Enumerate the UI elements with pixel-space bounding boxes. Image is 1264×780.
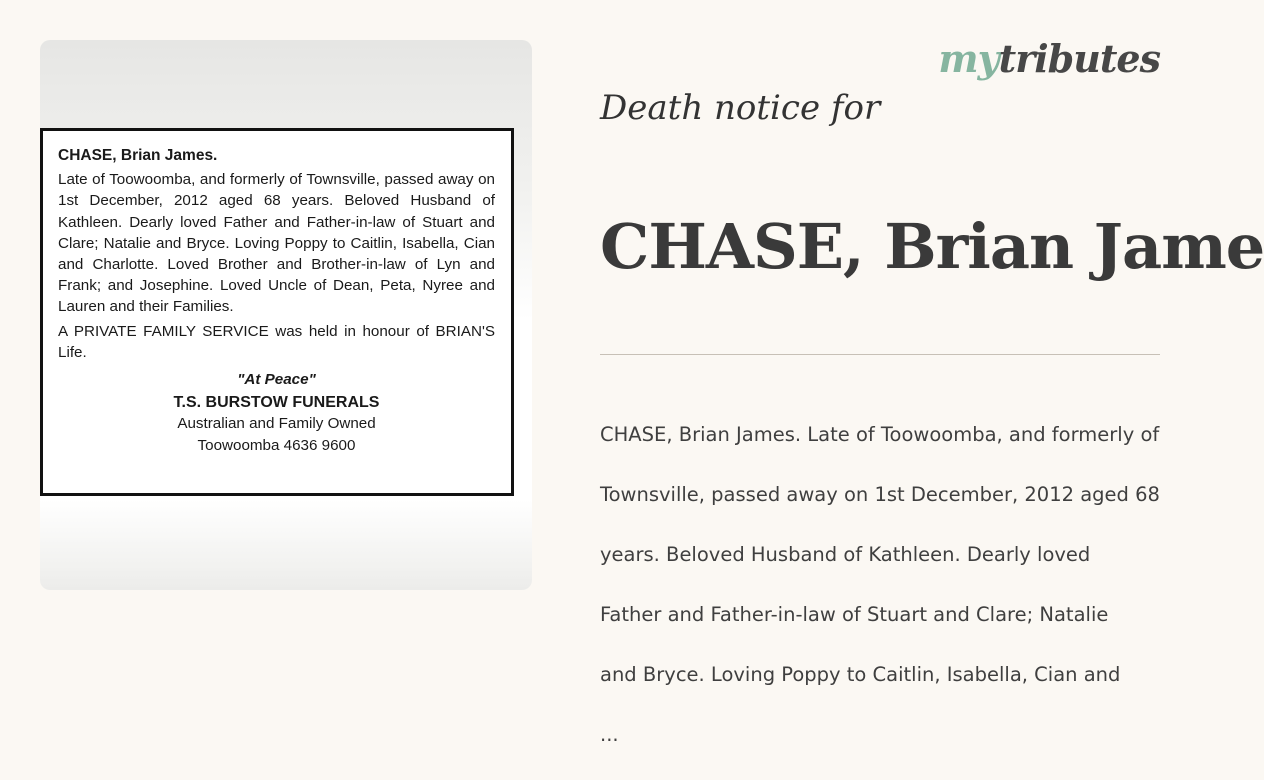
- excerpt-line: years. Beloved Husband of Kathleen. Dearly loved: [600, 543, 1091, 566]
- excerpt-line: CHASE, Brian James. Late of Toowoomba, and formerly of: [600, 423, 1160, 446]
- divider: [600, 354, 1160, 355]
- funeral-director-tagline: Australian and Family Owned: [177, 415, 376, 433]
- funeral-director-name: T.S. BURSTOW FUNERALS: [173, 394, 380, 412]
- deceased-name-title: CHASE, Brian Jame: [600, 210, 1264, 283]
- death-notice-clipping: [40, 128, 514, 496]
- notice-name: CHASE, Brian James.: [58, 147, 218, 164]
- logo-part-my: my: [938, 36, 999, 81]
- notice-service: A PRIVATE FAMILY SERVICE was held in honour of BRIAN'S Life.: [58, 322, 495, 361]
- notice-image-card: [40, 40, 532, 590]
- funeral-director-contact: Toowoomba 4636 9600: [197, 436, 356, 454]
- notice-body: Late of Toowoomba, and formerly of Townsville, passed away on 1st December, 2012 aged 68 years. Beloved Husband of Kathleen. Dearly loved Father and Father-in-law of Stuart and Clare; Natalie and Bryce. Loving Poppy to Caitlin, Isabella, Cian and Charlotte. Loved Brother and Brother-in-law of Lyn and Frank; and Josephine. Loved Uncle of Dean, Peta, Nyree and Lauren and their Families.: [58, 171, 495, 316]
- excerpt-line: Townsville, passed away on 1st December, 2012 aged 68: [600, 483, 1160, 506]
- logo-part-tributes: tributes: [998, 36, 1160, 81]
- notice-quote: "At Peace": [237, 371, 316, 389]
- excerpt-line: Father and Father-in-law of Stuart and Clare; Natalie: [600, 603, 1109, 626]
- excerpt-line: and Bryce. Loving Poppy to Caitlin, Isabella, Cian and: [600, 663, 1121, 686]
- notice-excerpt: [600, 390, 1180, 780]
- notice-subtitle: Death notice for: [600, 88, 881, 128]
- excerpt-ellipsis: ...: [600, 723, 619, 746]
- mytributes-logo: [938, 36, 1160, 81]
